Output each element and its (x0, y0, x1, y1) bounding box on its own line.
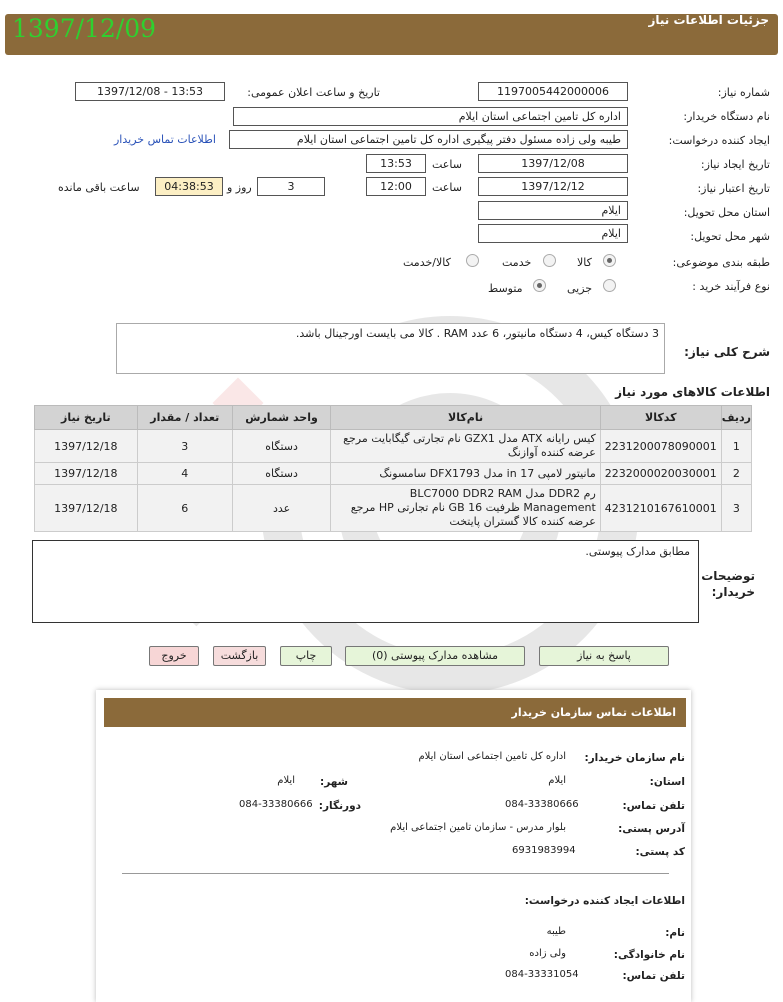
announce-field: 1397/12/08 - 13:53 (75, 82, 225, 101)
contact-city-value: ایلام (277, 775, 295, 786)
category-option-service: خدمت (502, 256, 532, 269)
create-date-field: 1397/12/08 (478, 154, 628, 173)
col-qty: تعداد / مقدار (137, 406, 232, 430)
items-table-header (35, 406, 752, 430)
contact-address-value: بلوار مدرس - سازمان تامین اجتماعی ایلام (390, 822, 566, 833)
creator-label: ایجاد کننده درخواست: (668, 134, 770, 147)
need-number-field: 1197005442000006 (478, 82, 628, 101)
contact-postal-value: 6931983994 (512, 845, 576, 856)
items-table-wrap (34, 405, 752, 532)
category-label: طبقه بندی موضوعی: (672, 256, 770, 269)
process-option-medium: متوسط (488, 282, 523, 295)
cell-qty: 6 (137, 485, 232, 532)
reply-button[interactable]: پاسخ به نیاز (539, 646, 669, 666)
cell-row: 2 (721, 463, 751, 485)
contact-title: اطلاعات تماس سازمان خریدار (511, 706, 676, 719)
creator-name-value: طیبه (546, 926, 566, 937)
cell-code: 4231210167610001 (600, 485, 721, 532)
create-time-label: ساعت (432, 158, 462, 171)
contact-org-label: نام سازمان خریدار: (584, 752, 685, 764)
col-row: ردیف (721, 406, 751, 430)
notes-label: توضیحات خریدار: (701, 569, 755, 599)
category-radio-service[interactable] (543, 254, 556, 267)
category-radio-goods[interactable] (603, 254, 616, 267)
cell-code: 2231200078090001 (600, 430, 721, 463)
contact-divider (122, 873, 669, 874)
days-field: 3 (257, 177, 325, 196)
cell-unit: دستگاه (232, 430, 331, 463)
contact-panel (96, 690, 691, 1002)
validity-time-label: ساعت (432, 181, 462, 194)
contact-postal-label: کد پستی: (635, 846, 685, 858)
col-name: نام‌کالا (331, 406, 600, 430)
creator-family-label: نام خانوادگی: (613, 949, 685, 961)
creator-phone-label: تلفن تماس: (622, 970, 685, 982)
process-radio-minor[interactable] (603, 279, 616, 292)
creator-section-title: اطلاعات ایجاد کننده درخواست: (524, 895, 685, 907)
cell-code: 2232000020030001 (600, 463, 721, 485)
creator-field: طیبه ولی زاده مسئول دفتر پیگیری اداره کل تامین اجتماعی استان ایلام (229, 130, 628, 149)
cell-name: کیس رایانه ATX مدل GZX1 نام تجارتی گیگابایت مرجع عرضه کننده آوازنگ (331, 430, 600, 463)
contact-phone-value: 084-33380666 (505, 799, 579, 810)
col-date: تاریخ نیاز (35, 406, 138, 430)
cell-qty: 4 (137, 463, 232, 485)
contact-fax-value: 084-33380666 (239, 799, 313, 810)
contact-city-label: شهر: (320, 776, 348, 788)
creator-name-label: نام: (665, 927, 685, 939)
province-label: استان محل تحویل: (683, 206, 770, 219)
category-radio-goods-service[interactable] (466, 254, 479, 267)
contact-address-label: آدرس پستی: (618, 823, 685, 835)
process-label: نوع فرآیند خرید : (692, 280, 770, 293)
need-number-label: شماره نیاز: (717, 86, 770, 99)
category-option-goods-service: کالا/خدمت (403, 256, 451, 269)
print-button[interactable]: چاپ (280, 646, 332, 666)
days-label: روز و (227, 181, 252, 194)
date-stamp: 1397/12/09 (12, 14, 157, 43)
items-section-title: اطلاعات کالاهای مورد نیاز (615, 385, 770, 399)
cell-unit: دستگاه (232, 463, 331, 485)
col-unit: واحد شمارش (232, 406, 331, 430)
contact-phone-label: تلفن تماس: (622, 800, 685, 812)
process-radio-medium[interactable] (533, 279, 546, 292)
creator-family-value: ولی زاده (529, 948, 566, 959)
summary-label: شرح کلی نیاز: (684, 345, 770, 359)
contact-province-value: ایلام (548, 775, 566, 786)
buyer-org-field: اداره کل تامین اجتماعی استان ایلام (233, 107, 628, 126)
back-button[interactable]: بازگشت (213, 646, 266, 666)
validity-date-field: 1397/12/12 (478, 177, 628, 196)
cell-name: مانیتور لامپی 17 in مدل DFX1793 سامسونگ (331, 463, 600, 485)
cell-row: 3 (721, 485, 751, 532)
category-option-goods: کالا (577, 256, 592, 269)
announce-label: تاریخ و ساعت اعلان عمومی: (247, 86, 380, 99)
validity-time-field: 12:00 (366, 177, 426, 196)
buyer-contact-link[interactable]: اطلاعات تماس خریدار (114, 133, 216, 146)
table-row (35, 430, 752, 463)
items-table (34, 405, 752, 532)
cell-date: 1397/12/18 (35, 463, 138, 485)
page-title: جزئیات اطلاعات نیاز (648, 13, 769, 27)
cell-unit: عدد (232, 485, 331, 532)
cell-qty: 3 (137, 430, 232, 463)
province-field: ایلام (478, 201, 628, 220)
view-documents-button[interactable]: مشاهده مدارک پیوستی (0) (345, 646, 525, 666)
cell-date: 1397/12/18 (35, 430, 138, 463)
cell-row: 1 (721, 430, 751, 463)
exit-button[interactable]: خروج (149, 646, 199, 666)
summary-box (116, 323, 665, 374)
summary-text: 3 دستگاه کیس، 4 دستگاه مانیتور، 6 عدد RAM . کالا می بایست اورجینال باشد. (295, 327, 659, 340)
notes-box (32, 540, 699, 623)
contact-province-label: استان: (649, 776, 685, 788)
cell-name: رم DDR2 مدل BLC7000 DDR2 RAM Management ظرفیت 16 GB نام تجارتی HP مرجع عرضه کننده کالا گستران پایتخت (331, 485, 600, 532)
creator-phone-value: 084-33331054 (505, 969, 579, 980)
col-code: کدکالا (600, 406, 721, 430)
contact-fax-label: دورنگار: (318, 800, 361, 812)
process-option-minor: جزیی (567, 282, 593, 295)
create-time-field: 13:53 (366, 154, 426, 173)
table-row (35, 463, 752, 485)
contact-header (104, 698, 686, 727)
city-field: ایلام (478, 224, 628, 243)
remaining-label: ساعت باقی مانده (58, 181, 140, 194)
buyer-org-label: نام دستگاه خریدار: (683, 110, 770, 123)
cell-date: 1397/12/18 (35, 485, 138, 532)
city-label: شهر محل تحویل: (690, 230, 770, 243)
remaining-time-field: 04:38:53 (155, 177, 223, 196)
table-row (35, 485, 752, 532)
validity-label: تاریخ اعتبار نیاز: (697, 182, 770, 195)
contact-org-value: اداره کل تامین اجتماعی استان ایلام (418, 751, 566, 762)
create-date-label: تاریخ ایجاد نیاز: (700, 158, 770, 171)
notes-text: مطابق مدارک پیوستی. (585, 545, 690, 558)
